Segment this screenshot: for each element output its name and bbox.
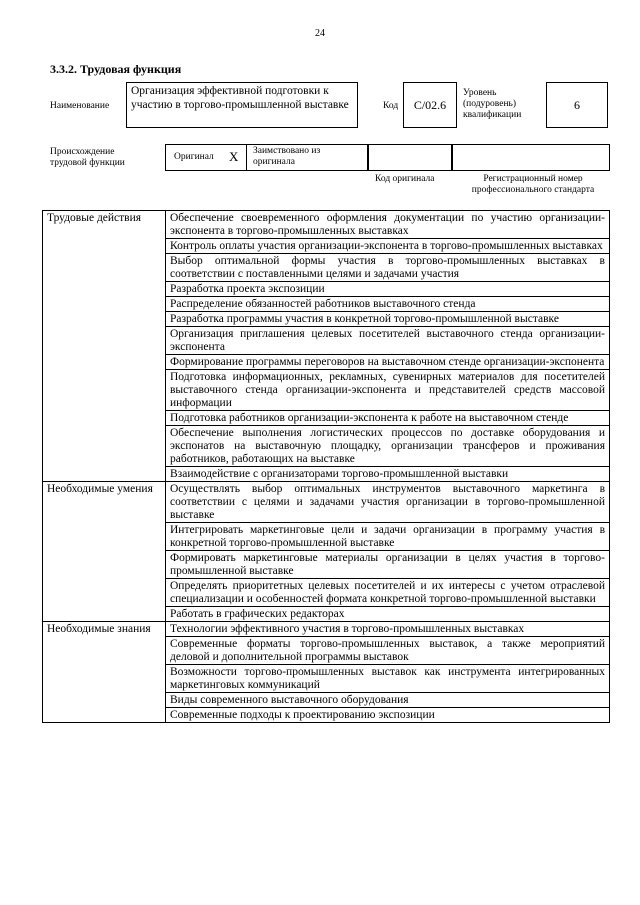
original-mark: X <box>229 149 239 164</box>
item-cell: Современные подходы к проектированию экспозиции <box>166 708 610 723</box>
item-cell: Возможности торгово-промышленных выставок как инструмента интегрированных маркетинговых коммуникаций <box>166 665 610 693</box>
item-cell: Технологии эффективного участия в торгово-промышленных выставках <box>166 622 610 637</box>
table-row <box>43 482 610 523</box>
item-cell: Обеспечение выполнения логистических процессов по доставке оборудования и экспонатов на выставочную площадку, организации трансферов и проживания работников, работающих на выставке <box>166 426 610 467</box>
item-cell: Разработка проекта экспозиции <box>166 282 610 297</box>
level-value-box: 6 <box>546 82 608 128</box>
item-cell: Формировать маркетинговые материалы организации в целях участия в торгово-промышленной выставке <box>166 551 610 579</box>
item-cell: Интегрировать маркетинговые цели и задачи организации в программу участия в конкретной торгово-промышленной выставке <box>166 523 610 551</box>
item-cell: Работать в графических редакторах <box>166 607 610 622</box>
level-label: Уровень (подуровень) квалификации <box>463 88 522 120</box>
category-cell: Трудовые действия <box>43 211 166 482</box>
code-original-box <box>368 144 452 171</box>
item-cell: Осуществлять выбор оптимальных инструментов выставочного маркетинга в соответствии с целями и задачами участия организации в торгово-промышленной выставке <box>166 482 610 523</box>
item-cell: Контроль оплаты участия организации-экспонента в торгово-промышленных выставках <box>166 239 610 254</box>
code-label: Код <box>383 101 399 111</box>
item-cell: Определять приоритетных целевых посетителей и их интересы с учетом отраслевой специализации и особенностей формата конкретной торгово-промышленной выставки <box>166 579 610 607</box>
item-cell: Обеспечение своевременного оформления документации по участию организации-экспонента в торгово-промышленных выставках <box>166 211 610 239</box>
section-title: 3.3.2. Трудовая функция <box>50 62 182 76</box>
item-cell: Взаимодействие с организаторами торгово-промышленной выставки <box>166 467 610 482</box>
code-value-box: С/02.6 <box>403 82 457 128</box>
reg-number-label: Регистрационный номер профессионального стандарта <box>471 174 595 195</box>
page-number: 24 <box>315 28 325 39</box>
category-cell: Необходимые знания <box>43 622 166 723</box>
category-cell: Необходимые умения <box>43 482 166 622</box>
reg-number-box <box>452 144 610 171</box>
item-cell: Распределение обязанностей работников выставочного стенда <box>166 297 610 312</box>
table-row <box>43 211 610 239</box>
borrowed-label: Заимствовано из оригинала <box>253 146 321 167</box>
table-row <box>43 622 610 637</box>
item-cell: Разработка программы участия в конкретной торгово-промышленной выставке <box>166 312 610 327</box>
name-label: Наименование <box>50 101 110 111</box>
item-cell: Виды современного выставочного оборудования <box>166 693 610 708</box>
item-cell: Современные форматы торгово-промышленных выставок, а также мероприятий деловой и дополнительной программы выставок <box>166 637 610 665</box>
function-name-box: Организация эффективной подготовки к участию в торгово-промышленной выставке <box>126 82 358 128</box>
function-table <box>42 210 610 723</box>
origin-label: Происхождение трудовой функции <box>50 147 125 168</box>
original-label: Оригинал <box>174 152 214 162</box>
origin-divider <box>246 144 247 171</box>
item-cell: Подготовка информационных, рекламных, сувенирных материалов для посетителей выставочного стенда организации-экспонента и представителей средств массовой информации <box>166 370 610 411</box>
item-cell: Подготовка работников организации-экспонента к работе на выставочном стенде <box>166 411 610 426</box>
item-cell: Выбор оптимальной формы участия в торгово-промышленных выставках в соответствии с поставленными целями и задачами участия <box>166 254 610 282</box>
item-cell: Формирование программы переговоров на выставочном стенде организации-экспонента <box>166 355 610 370</box>
code-original-label: Код оригинала <box>375 174 435 184</box>
item-cell: Организация приглашения целевых посетителей выставочного стенда организации-экспонента <box>166 327 610 355</box>
